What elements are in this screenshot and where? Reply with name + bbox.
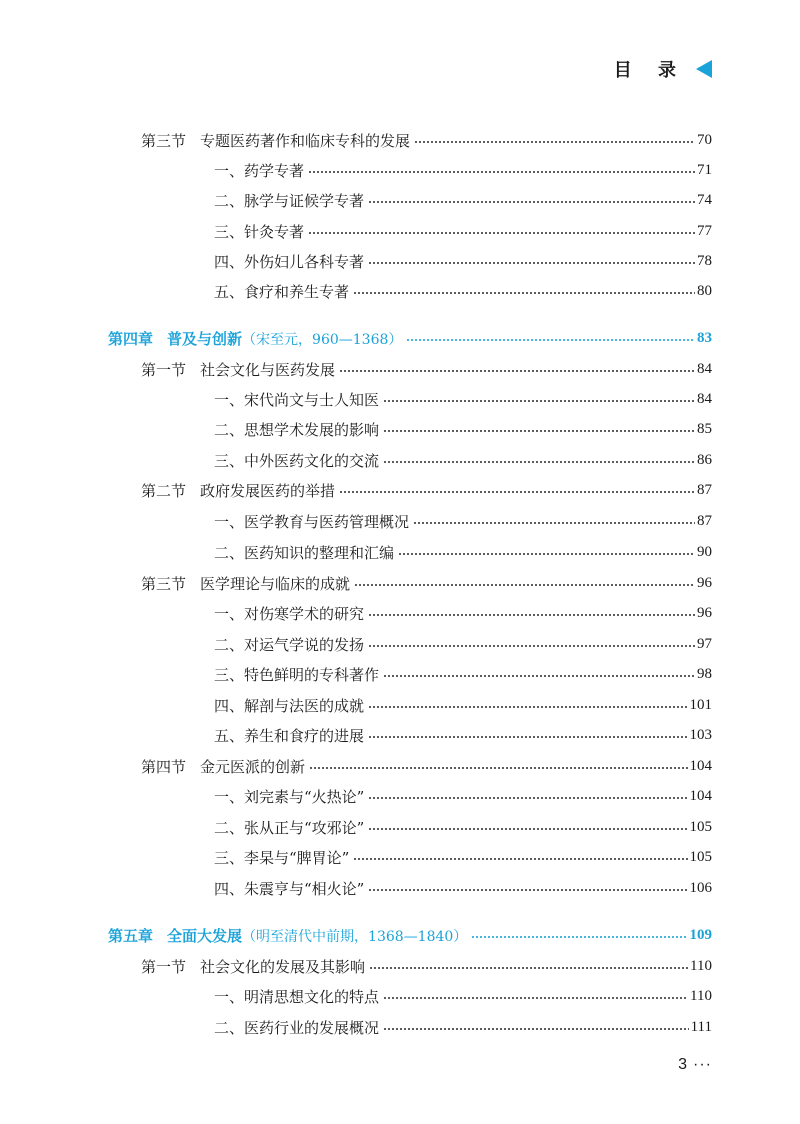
dot-leader — [414, 141, 695, 143]
chapter-number: 第五章 — [108, 926, 154, 945]
dot-leader — [353, 292, 695, 294]
item-title: 三、特色鲜明的专科著作 — [214, 665, 380, 684]
toc-item-entry[interactable] — [0, 246, 800, 276]
triangle-marker-icon — [696, 60, 712, 78]
dot-leader — [354, 584, 695, 586]
toc-item-entry[interactable] — [0, 537, 800, 567]
toc-entry-label — [0, 281, 349, 302]
toc-entry-label — [0, 1017, 379, 1038]
page-header — [614, 56, 712, 82]
toc-entry-label — [0, 603, 364, 624]
dot-leader — [369, 967, 688, 969]
page-ref: 83 — [697, 329, 712, 346]
page-ref: 104 — [689, 787, 712, 804]
page-ref: 96 — [697, 604, 712, 621]
toc-section-entry[interactable] — [0, 354, 800, 384]
toc-entry-label — [0, 419, 379, 440]
section-title: 社会文化与医药发展 — [200, 360, 336, 379]
page-ref: 74 — [697, 191, 712, 208]
page-ref: 84 — [697, 360, 712, 377]
toc-entry-label — [0, 695, 364, 716]
dot-leader — [308, 232, 695, 234]
dot-leader — [413, 522, 695, 524]
toc-entry-label — [0, 389, 379, 410]
page-ref: 109 — [689, 926, 712, 943]
item-title: 一、刘完素与“火热论” — [214, 787, 365, 806]
section-title: 医学理论与临床的成就 — [200, 574, 351, 593]
dot-leader — [383, 430, 695, 432]
section-title: 专题医药著作和临床专科的发展 — [200, 131, 411, 150]
section-number: 第三节 — [141, 574, 187, 593]
item-title: 五、养生和食疗的进展 — [214, 726, 365, 745]
item-title: 一、对伤寒学术的研究 — [214, 604, 365, 623]
toc-item-entry[interactable] — [0, 1012, 800, 1042]
dot-leader — [383, 997, 688, 999]
item-title: 一、药学专著 — [214, 161, 305, 180]
item-title: 二、对运气学说的发扬 — [214, 635, 365, 654]
item-title: 五、食疗和养生专著 — [214, 282, 350, 301]
toc-entry-label — [0, 878, 364, 899]
toc-entry-label — [0, 511, 409, 532]
page-ref: 110 — [690, 987, 712, 1004]
item-title: 四、外伤妇儿各科专著 — [214, 252, 365, 271]
dot-leader — [471, 936, 687, 938]
toc-entry-label — [0, 573, 350, 594]
toc-item-entry[interactable] — [0, 842, 800, 872]
dot-leader — [383, 1028, 689, 1030]
section-title: 金元医派的创新 — [200, 757, 306, 776]
toc-entry-label — [0, 847, 349, 868]
item-title: 三、李杲与“脾胃论” — [214, 848, 350, 867]
toc-item-entry[interactable] — [0, 873, 800, 903]
toc-entry-label — [0, 725, 364, 746]
dot-leader — [368, 262, 695, 264]
item-title: 二、医药行业的发展概况 — [214, 1018, 380, 1037]
toc-entry-label — [0, 450, 379, 471]
page-number: 3 — [678, 1056, 688, 1073]
toc-entry-label — [0, 190, 364, 211]
page-ref: 104 — [689, 757, 712, 774]
toc-entry-label — [0, 817, 364, 838]
dot-leader — [368, 889, 687, 891]
section-number: 第四节 — [141, 757, 187, 776]
page-ref: 90 — [697, 543, 712, 560]
toc-entry-label — [0, 160, 304, 181]
section-number: 第一节 — [141, 957, 187, 976]
toc-chapter-entry[interactable] — [0, 323, 800, 353]
toc-entry-label — [0, 634, 364, 655]
dot-leader — [383, 400, 695, 402]
page-ref: 105 — [689, 848, 712, 865]
dot-leader — [368, 645, 695, 647]
toc-section-entry[interactable] — [0, 475, 800, 505]
toc-section-entry[interactable] — [0, 951, 800, 981]
item-title: 一、宋代尚文与士人知医 — [214, 390, 380, 409]
page-ref: 96 — [697, 574, 712, 591]
dot-leader — [368, 797, 687, 799]
toc-item-entry[interactable] — [0, 445, 800, 475]
dot-leader — [339, 370, 695, 372]
item-title: 一、医学教育与医药管理概况 — [214, 512, 410, 531]
item-title: 二、医药知识的整理和汇编 — [214, 543, 395, 562]
item-title: 三、中外医药文化的交流 — [214, 451, 380, 470]
chapter-number: 第四章 — [108, 329, 154, 348]
toc-item-entry[interactable] — [0, 155, 800, 185]
toc-entry-label — [0, 756, 305, 777]
dot-leader — [368, 706, 687, 708]
toc-section-entry[interactable] — [0, 568, 800, 598]
section-number: 第二节 — [141, 481, 187, 500]
toc-entry-label — [0, 130, 410, 151]
page-ref: 78 — [697, 252, 712, 269]
dot-leader — [368, 201, 695, 203]
page-ref: 103 — [689, 726, 712, 743]
toc-item-entry[interactable] — [0, 384, 800, 414]
toc-item-entry[interactable] — [0, 276, 800, 306]
page-ref: 86 — [697, 451, 712, 468]
page-ref: 87 — [697, 481, 712, 498]
toc-item-entry[interactable] — [0, 185, 800, 215]
toc-entry-label — [0, 925, 467, 946]
toc-entry-label — [0, 359, 335, 380]
toc-item-entry[interactable] — [0, 690, 800, 720]
toc-chapter-entry[interactable] — [0, 920, 800, 950]
toc-item-entry[interactable] — [0, 981, 800, 1011]
section-number: 第三节 — [141, 131, 187, 150]
chapter-title: 普及与创新 — [167, 329, 243, 348]
dot-leader — [383, 675, 695, 677]
page-ref: 105 — [689, 818, 712, 835]
item-title: 二、张从正与“攻邪论” — [214, 818, 365, 837]
page-footer — [678, 1056, 712, 1074]
toc-entry-label — [0, 251, 364, 272]
toc-item-entry[interactable] — [0, 659, 800, 689]
section-number: 第一节 — [141, 360, 187, 379]
toc-entry-label — [0, 986, 379, 1007]
toc-item-entry[interactable] — [0, 781, 800, 811]
page-ref: 106 — [689, 879, 712, 896]
toc-item-entry[interactable] — [0, 506, 800, 536]
chapter-subtitle: （明至清代中前期，1368—1840） — [242, 928, 468, 945]
item-title: 一、明清思想文化的特点 — [214, 987, 380, 1006]
dot-leader — [383, 461, 695, 463]
dot-leader — [308, 171, 695, 173]
section-title: 社会文化的发展及其影响 — [200, 957, 366, 976]
dot-leader — [368, 828, 687, 830]
toc-item-entry[interactable] — [0, 216, 800, 246]
item-title: 四、朱震亨与“相火论” — [214, 879, 365, 898]
page-ref: 101 — [689, 696, 712, 713]
toc-item-entry[interactable] — [0, 720, 800, 750]
toc-item-entry[interactable] — [0, 812, 800, 842]
toc-item-entry[interactable] — [0, 414, 800, 444]
page-ref: 84 — [697, 390, 712, 407]
toc-entry-label — [0, 221, 304, 242]
item-title: 三、针灸专著 — [214, 222, 305, 241]
toc-entry-label — [0, 956, 365, 977]
page-ref: 80 — [697, 282, 712, 299]
dot-leader — [368, 614, 695, 616]
page-ref: 85 — [697, 420, 712, 437]
toc-entry-label — [0, 480, 335, 501]
header-title: 目 录 — [613, 60, 686, 81]
item-title: 二、思想学术发展的影响 — [214, 420, 380, 439]
toc-section-entry[interactable] — [0, 751, 800, 781]
dot-leader — [368, 736, 687, 738]
page-ref: 70 — [697, 131, 712, 148]
page-ref: 97 — [697, 635, 712, 652]
chapter-title: 全面大发展 — [167, 926, 243, 945]
footer-ellipsis: ··· — [693, 1056, 712, 1073]
dot-leader — [406, 339, 695, 341]
page-ref: 98 — [697, 665, 712, 682]
page-ref: 77 — [697, 222, 712, 239]
dot-leader — [398, 553, 695, 555]
toc-entry-label — [0, 542, 394, 563]
dot-leader — [309, 767, 687, 769]
toc-entry-label — [0, 786, 364, 807]
toc-section-entry[interactable] — [0, 125, 800, 155]
dot-leader — [353, 858, 687, 860]
item-title: 二、脉学与证候学专著 — [214, 191, 365, 210]
page-ref: 71 — [697, 161, 712, 178]
page-ref: 87 — [697, 512, 712, 529]
page-ref: 111 — [690, 1018, 712, 1035]
toc-item-entry[interactable] — [0, 598, 800, 628]
item-title: 四、解剖与法医的成就 — [214, 696, 365, 715]
dot-leader — [339, 491, 695, 493]
page-ref: 110 — [690, 957, 712, 974]
section-title: 政府发展医药的举措 — [200, 481, 336, 500]
toc-entry-label — [0, 664, 379, 685]
chapter-subtitle: （宋至元，960—1368） — [242, 331, 403, 348]
toc-entry-label — [0, 328, 402, 349]
toc-item-entry[interactable] — [0, 629, 800, 659]
